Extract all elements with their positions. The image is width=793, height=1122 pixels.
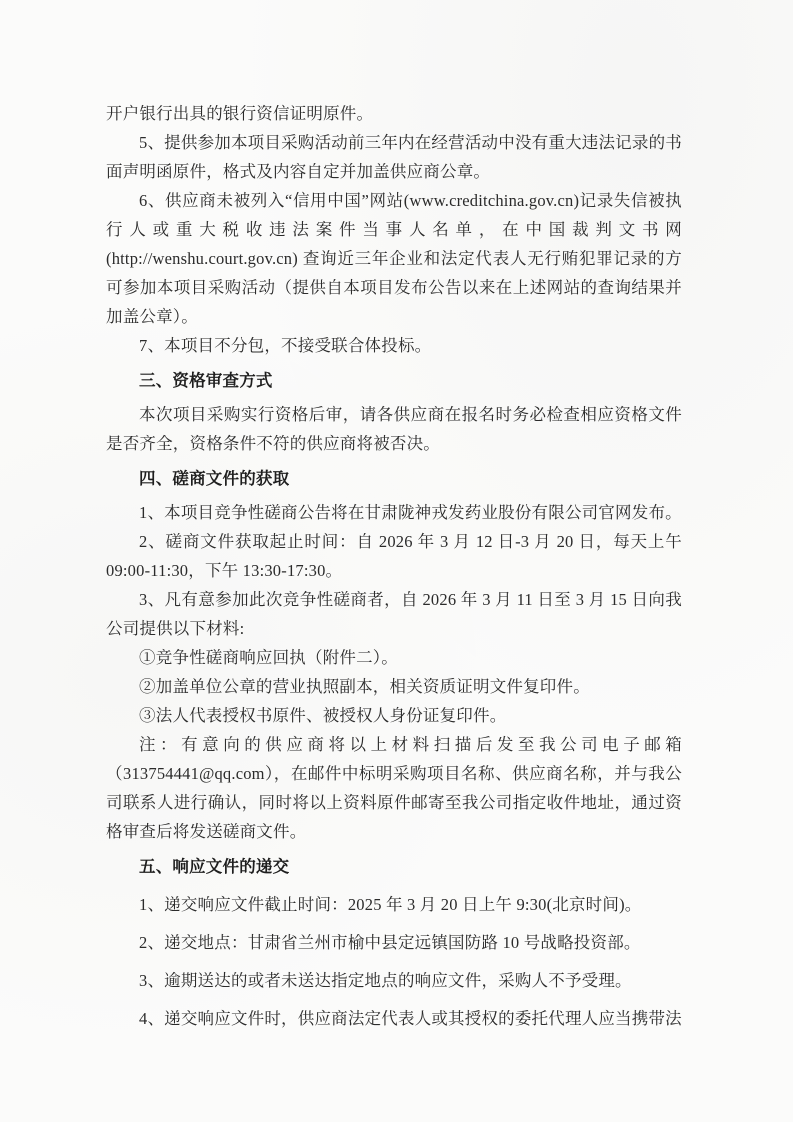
paragraph-submission-4: 4、递交响应文件时，供应商法定代表人或其授权的委托代理人应当携带法 <box>139 1009 682 1028</box>
heading-section-4-document-acquisition: 四、磋商文件的获取 <box>139 469 290 488</box>
heading-section-3-qualification-review: 三、资格审查方式 <box>139 371 273 390</box>
paragraph-acquisition-2: 2、磋商文件获取起止时间：自 2026 年 3 月 12 日-3 月 20 日，每天上午09:00-11:30，下午 13:30-17:30。 <box>106 532 682 580</box>
paragraph-acquisition-1: 1、本项目竞争性磋商公告将在甘肃陇神戎发药业股份有限公司官网发布。 <box>139 503 682 522</box>
paragraph-submission-2: 2、递交地点：甘肃省兰州市榆中县定远镇国防路 10 号战略投资部。 <box>139 933 641 952</box>
paragraph-acquisition-3: 3、凡有意参加此次竞争性磋商者，自 2026 年 3 月 11 日至 3 月 15 日向我公司提供以下材料: <box>106 590 682 638</box>
paragraph-clause-6: 6、供应商未被列入“信用中国”网站(www.creditchina.gov.cn)记录失信被执行人或重大税收违法案件当事人名单，在中国裁判文书网(http://wenshu.court.gov.cn) 查询近三年企业和法定代表人无行贿犯罪记录的方可参加本项目采购活动（提供自本项目发布公告以来在上述网站的查询结果并加盖公章）。 <box>106 191 682 326</box>
paragraph-material-3: ③法人代表授权书原件、被授权人身份证复印件。 <box>139 706 507 725</box>
paragraph-bank-credit-continuation: 开户银行出具的银行资信证明原件。 <box>106 104 374 123</box>
paragraph-submission-3: 3、逾期送达的或者未送达指定地点的响应文件，采购人不予受理。 <box>139 971 632 990</box>
heading-section-5-submission: 五、响应文件的递交 <box>139 857 290 876</box>
paragraph-note-email: 注：有意向的供应商将以上材料扫描后发至我公司电子邮箱（313754441@qq.com），在邮件中标明采购项目名称、供应商名称，并与我公司联系人进行确认，同时将以上资料原件邮寄至我公司指定收件地址，通过资格审查后将发送磋商文件。 <box>106 735 682 841</box>
paragraph-material-2: ②加盖单位公章的营业执照副本，相关资质证明文件复印件。 <box>139 677 590 696</box>
document-content <box>106 99 682 1033</box>
paragraph-material-1: ①竞争性磋商响应回执（附件二）。 <box>139 648 398 667</box>
paragraph-clause-7: 7、本项目不分包，不接受联合体投标。 <box>139 336 432 355</box>
paragraph-submission-1: 1、递交响应文件截止时间：2025 年 3 月 20 日上午 9:30(北京时间)。 <box>139 895 642 914</box>
paragraph-clause-5: 5、提供参加本项目采购活动前三年内在经营活动中没有重大违法记录的书面声明函原件，格式及内容自定并加盖供应商公章。 <box>106 133 682 181</box>
paragraph-qualification-review-body: 本次项目采购实行资格后审，请各供应商在报名时务必检查相应资格文件是否齐全，资格条件不符的供应商将被否决。 <box>106 405 682 453</box>
